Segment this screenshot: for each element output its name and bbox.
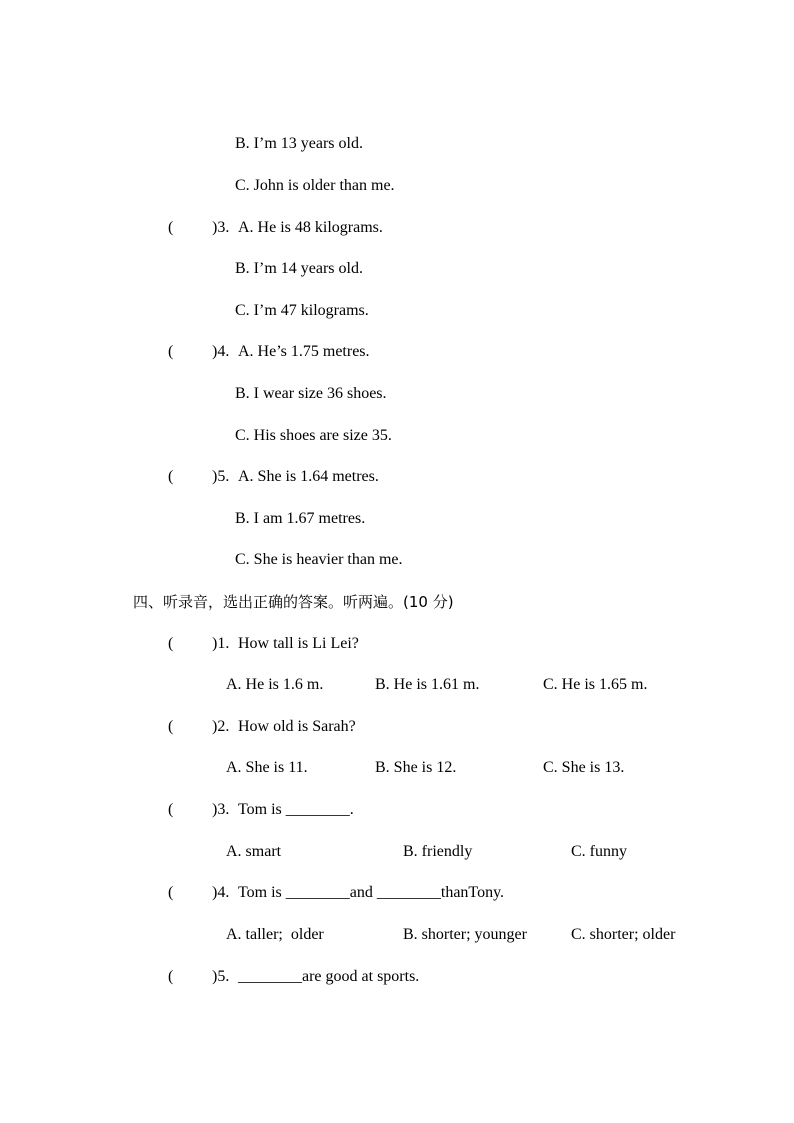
p4-q4-answer-paren: ( (168, 884, 174, 901)
p4-q3-option-b: B. friendly (403, 843, 473, 860)
p4-q4-number: )4. (212, 884, 230, 901)
q3-number: )3. (212, 219, 230, 236)
q3-option-c: C. I’m 47 kilograms. (235, 302, 369, 319)
p4-q2-option-b: B. She is 12. (375, 759, 457, 776)
p4-q1-stem: How tall is Li Lei? (238, 635, 359, 652)
q5-option-b: B. I am 1.67 metres. (235, 510, 366, 527)
q5-answer-paren: ( (168, 468, 174, 485)
p4-q5-number: )5. (212, 968, 230, 985)
p4-q1-number: )1. (212, 635, 230, 652)
p4-q2-option-a: A. She is 11. (226, 759, 308, 776)
p4-q3-stem: Tom is ________. (238, 801, 354, 818)
p4-q2-answer-paren: ( (168, 718, 174, 735)
q4-number: )4. (212, 343, 230, 360)
p4-q4-option-a: A. taller; older (226, 926, 324, 943)
q3-option-b: B. I’m 14 years old. (235, 260, 363, 277)
p4-q2-stem: How old is Sarah? (238, 718, 356, 735)
p4-q5-answer-paren: ( (168, 968, 174, 985)
q2-option-c: C. John is older than me. (235, 177, 395, 194)
p4-q1-option-c: C. He is 1.65 m. (543, 676, 648, 693)
q2-option-b: B. I’m 13 years old. (235, 135, 363, 152)
q4-option-a: A. He’s 1.75 metres. (238, 343, 370, 360)
p4-q3-option-c: C. funny (571, 843, 627, 860)
q5-option-c: C. She is heavier than me. (235, 551, 403, 568)
section-heading: 四、听录音，选出正确的答案。听两遍。(10 分) (133, 593, 454, 611)
p4-q1-answer-paren: ( (168, 635, 174, 652)
p4-q3-number: )3. (212, 801, 230, 818)
q4-option-b: B. I wear size 36 shoes. (235, 385, 387, 402)
p4-q3-option-a: A. smart (226, 843, 282, 860)
p4-q4-option-b: B. shorter; younger (403, 926, 527, 943)
p4-q1-option-b: B. He is 1.61 m. (375, 676, 480, 693)
p4-q2-number: )2. (212, 718, 230, 735)
p4-q3-answer-paren: ( (168, 801, 174, 818)
q3-answer-paren: ( (168, 219, 174, 236)
p4-q1-option-a: A. He is 1.6 m. (226, 676, 324, 693)
q5-option-a: A. She is 1.64 metres. (238, 468, 379, 485)
p4-q5-stem: ________are good at sports. (238, 968, 420, 985)
q3-option-a: A. He is 48 kilograms. (238, 219, 383, 236)
p4-q4-stem: Tom is ________and ________thanTony. (238, 884, 505, 901)
q5-number: )5. (212, 468, 230, 485)
q4-answer-paren: ( (168, 343, 174, 360)
p4-q4-option-c: C. shorter; older (571, 926, 676, 943)
q4-option-c: C. His shoes are size 35. (235, 427, 392, 444)
p4-q2-option-c: C. She is 13. (543, 759, 625, 776)
